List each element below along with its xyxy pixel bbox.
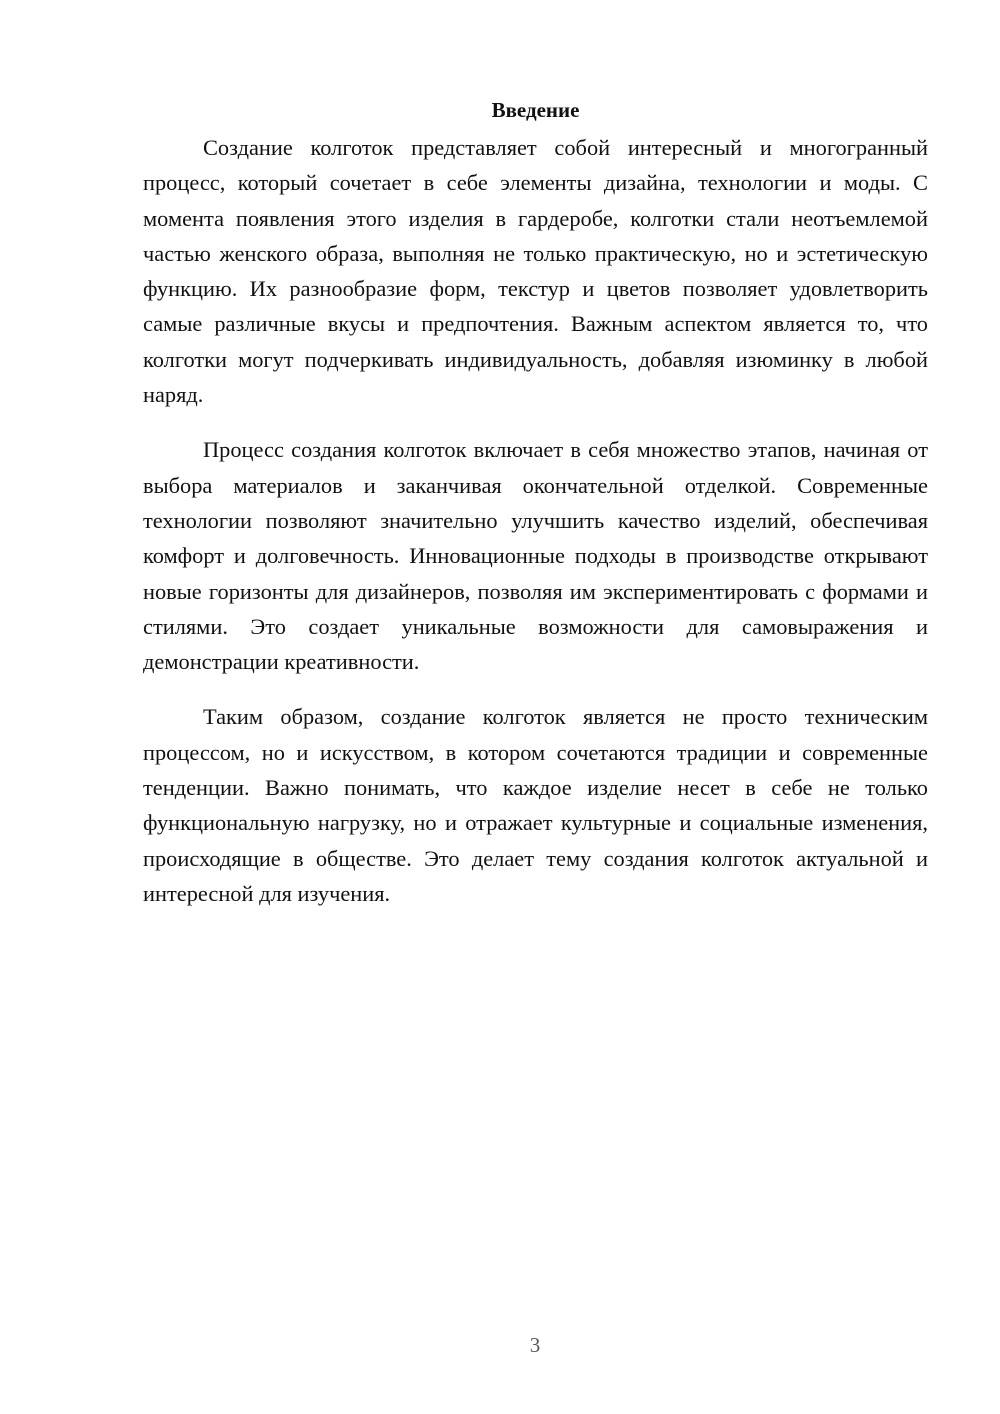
document-body [143,92,928,931]
section-heading: Введение [491,98,580,122]
paragraph-conclusion: Таким образом, создание колготок является не просто техническим процессом, но и искусством, в котором сочетаются традиции и современные тенденции. Важно понимать, что каждое изделие несет в себе не только функциональную нагрузку, но и отражает культурные и социальные изменения, происходящие в обществе. Это делает тему создания колготок актуальной и интересной для изучения. [143,704,928,906]
paragraph-process: Процесс создания колготок включает в себя множество этапов, начиная от выбора материалов и заканчивая окончательной отделкой. Современные технологии позволяют значительно улучшить качество изделий, обеспечивая комфорт и долговечность. Инновационные подходы в производстве открывают новые горизонты для дизайнеров, позволяя им экспериментировать с формами и стилями. Это создает уникальные возможности для самовыражения и демонстрации креативности. [143,437,928,675]
paragraph-intro: Создание колготок представляет собой интересный и многогранный процесс, который сочетает в себе элементы дизайна, технологии и моды. С момента появления этого изделия в гардеробе, колготки стали неотъемлемой частью женского образа, выполняя не только практическую, но и эстетическую функцию. Их разнообразие форм, текстур и цветов позволяет удовлетворить самые различные вкусы и предпочтения. Важным аспектом является то, что колготки могут подчеркивать индивидуальность, добавляя изюминку в любой наряд. [143,135,928,408]
page-number: 3 [529,1333,541,1357]
